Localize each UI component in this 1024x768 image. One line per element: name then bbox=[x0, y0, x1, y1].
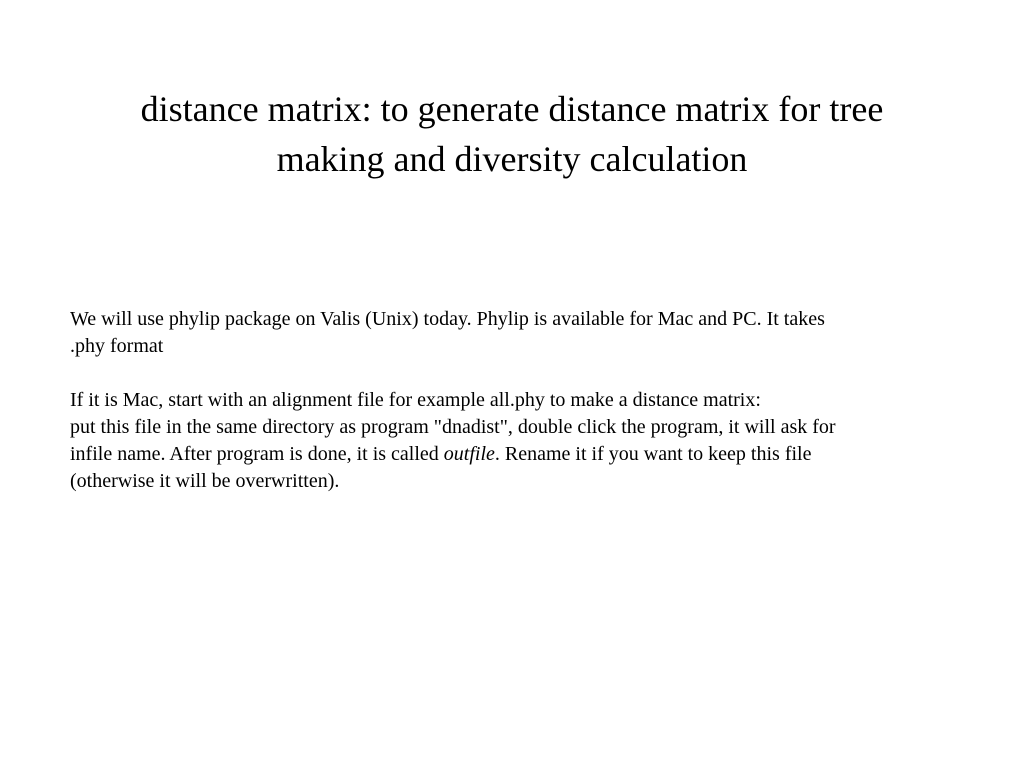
outfile-italic-term: outfile bbox=[443, 443, 495, 465]
text-line: (otherwise it will be overwritten). bbox=[70, 470, 340, 492]
paragraph-spacer bbox=[70, 360, 970, 387]
text-segment: . Rename it if you want to keep this file bbox=[494, 443, 812, 465]
slide-title-line-2: making and diversity calculation bbox=[276, 139, 748, 179]
slide-body bbox=[70, 306, 970, 495]
text-line: put this file in the same directory as program "dnadist", double click the program, it will ask for bbox=[70, 416, 836, 438]
text-line-with-italic bbox=[70, 441, 970, 468]
slide-title-line-1: distance matrix: to generate distance matrix for tree bbox=[140, 89, 884, 129]
text-line: If it is Mac, start with an alignment file for example all.phy to make a distance matrix: bbox=[70, 389, 761, 411]
text-line: We will use phylip package on Valis (Unix) today. Phylip is available for Mac and PC. It takes bbox=[70, 308, 825, 330]
text-segment: infile name. After program is done, it is called bbox=[70, 443, 444, 465]
text-line: .phy format bbox=[70, 335, 164, 357]
paragraph-mac-instructions bbox=[70, 387, 970, 495]
paragraph-phylip-intro bbox=[70, 306, 970, 360]
slide-title bbox=[60, 84, 964, 184]
